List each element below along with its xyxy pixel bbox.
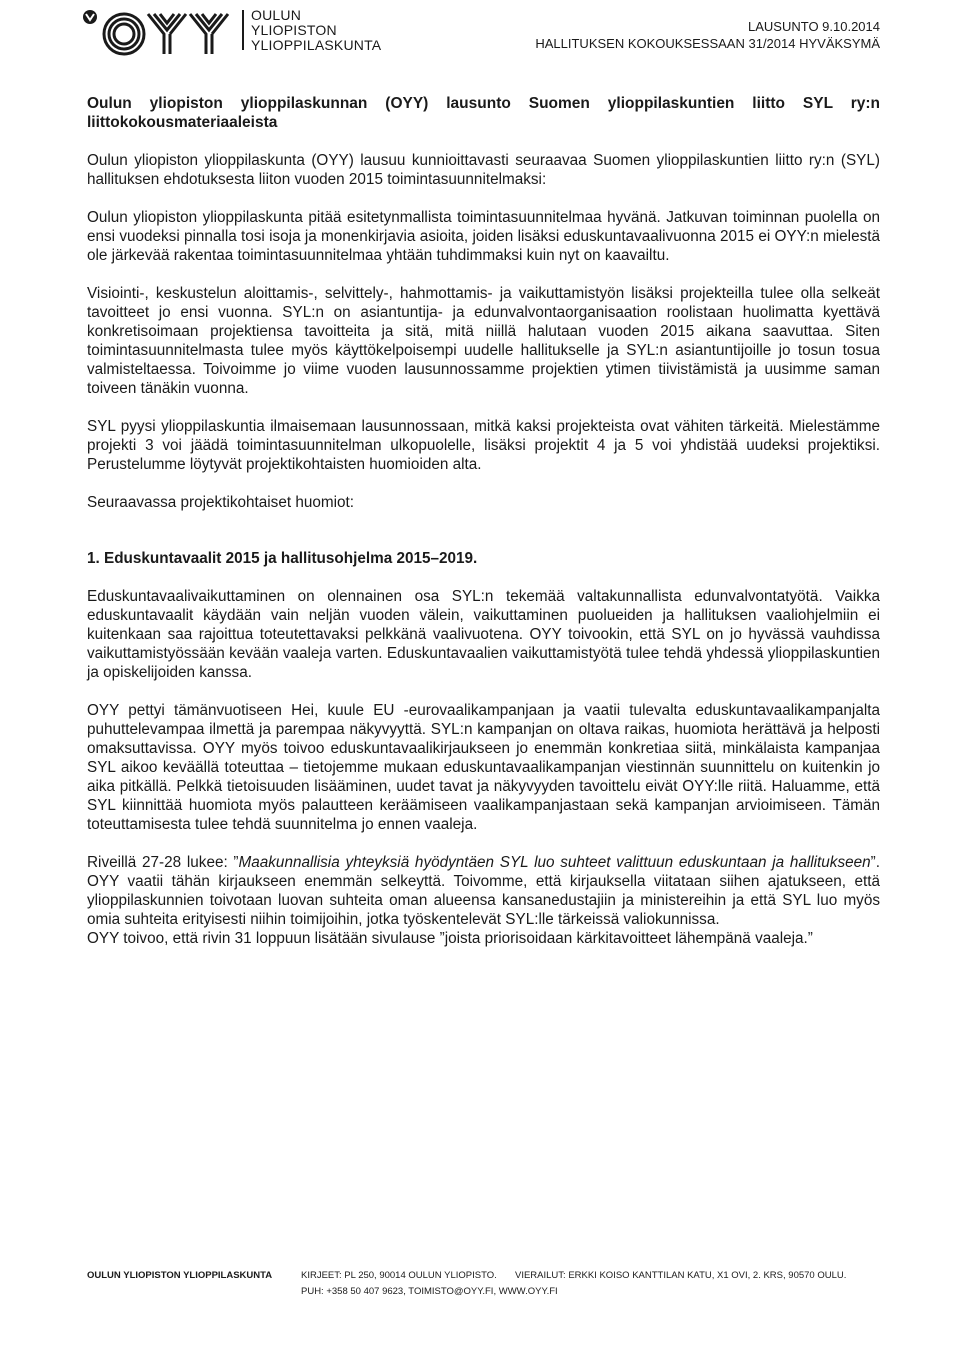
paragraph-least-important: SYL pyysi ylioppilaskuntia ilmaisemaan lausunnossaan, mitkä kaksi projekteista ovat vähiten tärkeitä. Mielestämme projekti 3 voi jäädä toimintasuunnitelman ulkopuolelle, lisäksi projektit 4 ja 5 voi yhdistää uudeksi projektiksi. Perustelumme löytyvät projektikohtaisten huomioiden alta. [87,418,880,473]
paragraph-lines-27-28 [87,853,880,929]
paragraph-election-influence: Eduskuntavaalivaikuttaminen on olennainen osa SYL:n tekemää valtakunnallista edunvalvontatyötä. Vaikka eduskuntavaalit käydään vain neljän vuoden välein, vaikuttaminen puolueiden ja hallituksen vaaliohjelmiin ei kuitenkaan saa rajoittua toteutettavaksi pelkkänä vaalivuotena. OYY toivookin, että SYL on jo hyvässä vauhdissa vaikuttamistyössään kevään vaaleja varten. Eduskuntavaalien vaikuttamistyötä tulee tehdä yhdessä ylioppilaskuntien ja opiskelijoiden kanssa. [87,588,880,681]
page-footer [87,1268,846,1300]
oyy-logo-icon [82,8,242,56]
paragraph-projects-goals: Visiointi-, keskustelun aloittamis-, selvittely-, hahmottamis- ja vaikuttamistyön lisäksi projekteilla tulee olla selkeät tavoitteet jo ensi vuonna. SYL:n on asiantuntija- ja edunvalvontaorganisaation roolistaan huolimatta kyettävä konkretisoimaan projektiensa tavoitteita ja sitä, mitä niillä halutaan vuoden 2015 aikana saavuttaa. Siten toimintasuunnitelmasta tulee myös käyttökelpoisempi uudelle hallitukselle ja SYL:n asiantuntijoille jo tosun tosua valmisteltaessa. Toivoimme jo viime vuoden lausunnossamme projektien ytimen tiivistämistä ja uusimme saman toiveen tänäkin vuonna. [87,285,880,397]
paragraph-line-31: OYY toivoo, että rivin 31 loppuun lisätään sivulause ”joista priorisoidaan kärkitavoitteet lähempänä vaaleja.” [87,930,813,947]
document-type-date: LAUSUNTO 9.10.2014 [748,19,880,34]
org-line-3: YLIOPPILASKUNTA [251,37,382,53]
org-line-1: OULUN [251,7,302,23]
org-name [251,8,381,53]
paragraph-approval: Oulun yliopiston ylioppilaskunta pitää esitetynmallista toimintasuunnitelmaa hyvänä. Jatkuvan toiminnan puolella on ensi vuodeksi pinnalla tosi isoja ja monenkirjavia asioita, joiden lisäksi eduskuntavaalivuonna 2015 ei OYY:n mielestä ole järkevää rakentaa toimintasuunnitelmaa yhtään tuhdimmaksi kuin nyt on kaavailtu. [87,209,880,264]
document-meta [535,18,880,52]
footer-visit-address: VIERAILUT: ERKKI KOISO KANTTILAN KATU, X1 OVI, 2. KRS, 90570 OULU. [515,1270,847,1281]
quote-prefix: Riveillä 27-28 lukee: ” [87,854,239,871]
footer-contact: PUH: +358 50 407 9623, TOIMISTO@OYY.FI, WWW.OYY.FI [301,1286,558,1297]
quoted-text: Maakunnallisia yhteyksiä hyödyntäen SYL luo suhteet valittuun eduskuntaan ja hallitukseen [238,854,871,871]
footer-org: OULUN YLIOPISTON YLIOPPILASKUNTA [87,1270,273,1281]
section-heading-1: 1. Eduskuntavaalit 2015 ja hallitusohjelma 2015–2019. [87,550,478,567]
document-body [87,94,880,948]
approval-note: HALLITUKSEN KOKOUKSESSAAN 31/2014 HYVÄKSYMÄ [535,36,880,51]
paragraph-campaign: OYY pettyi tämänvuotiseen Hei, kuule EU -eurovaalikampanjaan ja vaatii tulevalta eduskuntavaalikampanjalta puhuttelevampaa ilmettä ja parempaa näkyvyyttä. SYL:n kampanjan on oltava raikas, huomiota herättävä ja helposti omaksuttavissa. OYY myös toivoo eduskuntavaalikirjaukseen jo enemmän konkretiaa siitä, minkälaista kampanjaa SYL aikoo keväällä toteuttaa – tietojemme mukaan eduskuntavaalikampanjan viestinnän suunnittelu on kuitenkin jo aika pitkällä. Pelkkä tietoisuuden lisääminen, uudet tavat ja näkyvyyden tavoittelu eivät OYY:lle riitä. Haluamme, että SYL kiinnittää huomiota myös palautteen keräämiseen vaalikampanjastaan sekä kampanjan arvioimiseen. Tämän toteuttamisesta tulee tehdä suunnitelma jo ennen vaaleja. [87,702,880,833]
document-title: Oulun yliopiston ylioppilaskunnan (OYY) lausunto Suomen ylioppilaskuntien liitto SYL ry:n liittokokousmateriaaleista [87,95,880,131]
quote-suffix: ”. OYY vaatii tähän kirjaukseen enemmän selkeyttä. Toivomme, että kirjauksella viitataan siihen ajatukseen, että ylioppilaskunnien toivotaan luovan suhteita oman alueensa kansanedustajiin ja ministereihin ja että SYL luo myös omia suhteita erityisesti niihin toimijoihin, jotka työskentelevät SYL:lle tärkeissä valiokunnissa. [87,854,880,928]
footer-mail-address: KIRJEET: PL 250, 90014 OULUN YLIOPISTO. [301,1270,497,1281]
paragraph-project-notes-intro: Seuraavassa projektikohtaiset huomiot: [87,494,354,511]
header-divider [242,10,244,50]
paragraph-intro: Oulun yliopiston ylioppilaskunta (OYY) lausuu kunnioittavasti seuraavaa Suomen ylioppilaskuntien liitto ry:n (SYL) hallituksen ehdotuksesta liiton vuoden 2015 toimintasuunnitelmaksi: [87,152,880,188]
org-line-2: YLIOPISTON [251,22,337,38]
